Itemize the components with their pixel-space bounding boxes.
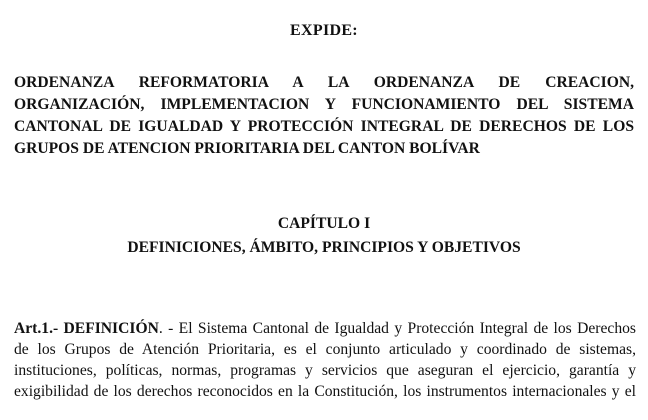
article-line: de los Grupos de Atención Prioritaria, es el conjunto articulado y coordinado de sistemas, xyxy=(14,341,636,358)
chapter-title: DEFINICIONES, ÁMBITO, PRINCIPIOS Y OBJETIVOS xyxy=(127,239,521,256)
ordinance-title-line: ORGANIZACIÓN, IMPLEMENTACION Y FUNCIONAMIENTO DEL SISTEMA xyxy=(14,96,634,113)
ordinance-title-line: GRUPOS DE ATENCION PRIORITARIA DEL CANTON BOLÍVAR xyxy=(14,140,480,157)
heading-expide: EXPIDE: xyxy=(290,22,358,39)
ordinance-title xyxy=(14,72,634,160)
ordinance-title-line: CANTONAL DE IGUALDAD Y PROTECCIÓN INTEGRAL DE DERECHOS DE LOS xyxy=(14,118,634,135)
article-1 xyxy=(14,318,636,402)
article-line: exigibilidad de los derechos reconocidos en la Constitución, los instrumentos internacionales y el xyxy=(14,383,636,400)
article-line: instituciones, políticas, normas, programas y servicios que aseguran el ejercicio, garantía y xyxy=(14,362,636,379)
article-label: Art.1.- DEFINICIÓN xyxy=(14,320,159,337)
chapter-heading xyxy=(0,212,648,260)
ordinance-title-line: ORDENANZA REFORMATORIA A LA ORDENANZA DE CREACION, xyxy=(14,74,634,91)
article-line xyxy=(14,318,636,339)
chapter-number: CAPÍTULO I xyxy=(277,215,371,232)
article-first-line-text: . - El Sistema Cantonal de Igualdad y Protección Integral de los Derechos xyxy=(158,320,636,337)
